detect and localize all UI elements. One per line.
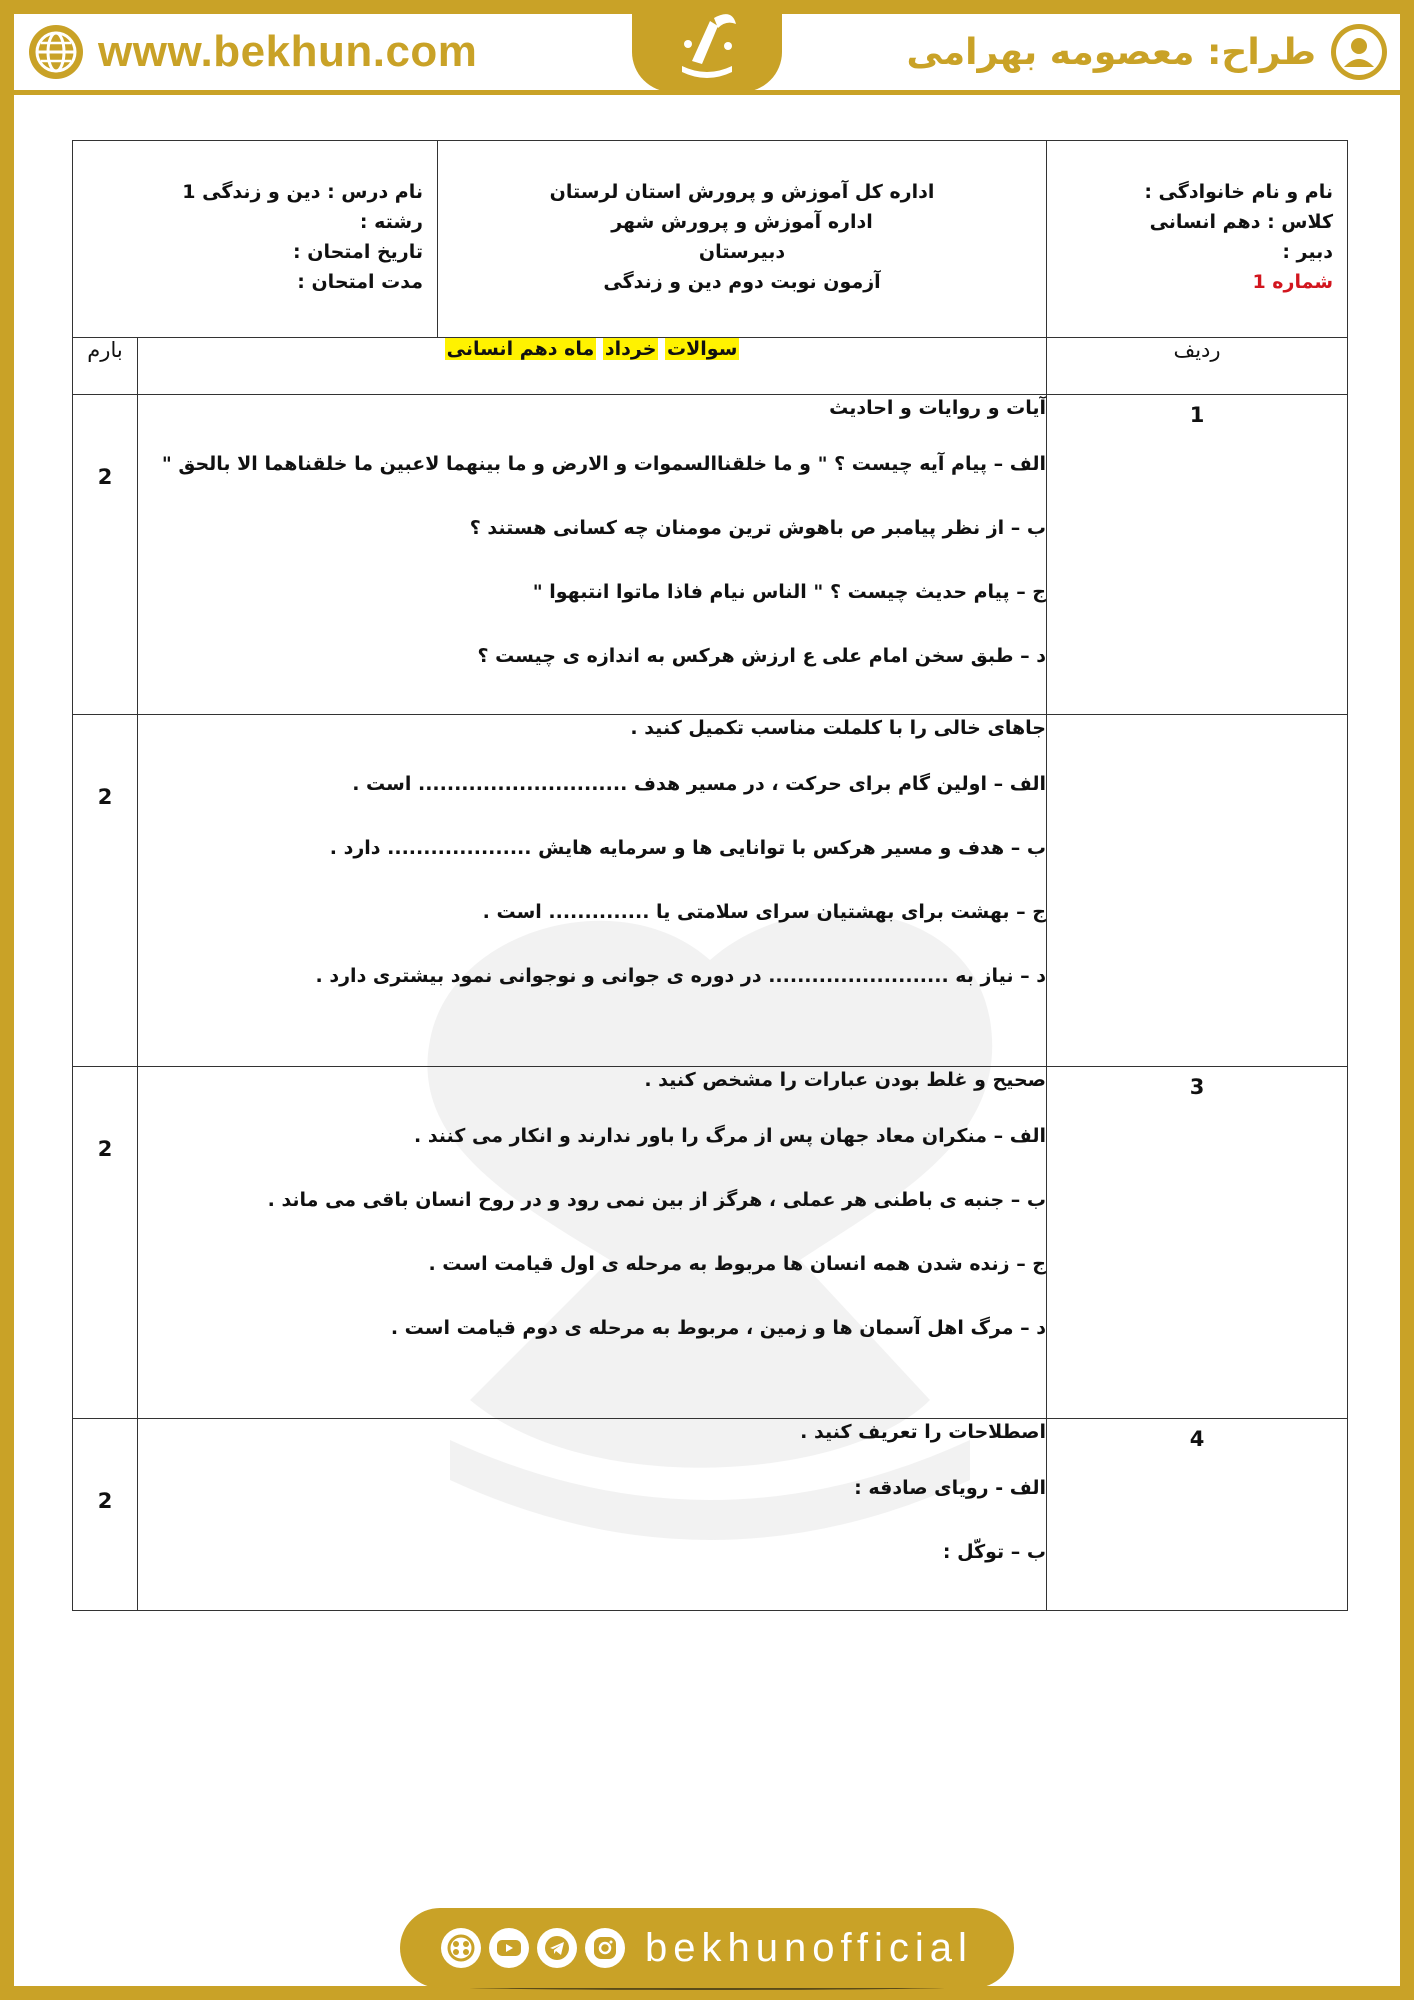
question-item: د – مرگ اهل آسمان ها و زمین ، مربوط به مرحله ی دوم قیامت است .: [390, 1317, 1046, 1339]
question-item: ب – جنبه ی باطنی هر عملی ، هرگز از بین نمی رود و در روح انسان باقی می ماند .: [267, 1189, 1046, 1211]
question-row: [73, 1067, 1348, 1419]
question-title: اصطلاحات را تعریف کنید .: [800, 1421, 1046, 1443]
brand-logo: [632, 0, 782, 92]
question-score: 2: [73, 1419, 138, 1611]
social-icons: [441, 1928, 625, 1968]
instagram-icon[interactable]: [585, 1928, 625, 1968]
teacher-label: دبیر :: [1282, 241, 1333, 263]
youtube-icon[interactable]: [489, 1928, 529, 1968]
website-text: www.bekhun.com: [98, 27, 478, 76]
exam-date-label: تاریخ امتحان :: [293, 241, 423, 263]
school-info-cell: [438, 141, 1047, 338]
question-item: الف – اولین گام برای حرکت ، در مسیر هدف ............................. است .: [352, 773, 1046, 795]
question-item: الف – منکران معاد جهان پس از مرگ را باور ندارند و انکار می کنند .: [413, 1125, 1046, 1147]
designer-name: طراح: معصومه بهرامی: [906, 31, 1316, 73]
student-info-cell: [1047, 141, 1348, 338]
question-item: الف - رویای صادقه :: [854, 1477, 1046, 1499]
social-handle[interactable]: bekhunofficial: [645, 1925, 973, 1970]
school-label: دبیرستان: [698, 241, 786, 263]
globe-icon: [28, 24, 84, 80]
question-body: [138, 715, 1047, 1067]
score-column-header: بارم: [73, 338, 138, 395]
subject-label: نام درس : دین و زندگی 1: [182, 181, 423, 203]
exam-header-row: [73, 141, 1348, 338]
title-rest: ماه دهم انسانی: [446, 338, 595, 360]
title-word-questions: سوالات: [667, 338, 738, 360]
designer-credit: [906, 24, 1388, 80]
question-number: 4: [1047, 1419, 1348, 1611]
question-number: [1047, 715, 1348, 1067]
question-score: 2: [73, 1067, 138, 1419]
question-number: 1: [1047, 395, 1348, 715]
question-body: [138, 1419, 1047, 1611]
row-column-header: ردیف: [1047, 338, 1348, 395]
student-name-label: نام و نام خانوادگی :: [1144, 181, 1333, 203]
question-number: 3: [1047, 1067, 1348, 1419]
question-item: ج – زنده شدن همه انسان ها مربوط به مرحله ی اول قیامت است .: [428, 1253, 1046, 1275]
exam-number: شماره 1: [1252, 271, 1333, 293]
questions-title-cell: [138, 338, 1047, 395]
city-office: اداره آموزش و پرورش شهر: [611, 211, 873, 233]
question-body: [138, 395, 1047, 715]
subject-info-cell: [73, 141, 438, 338]
province-office: اداره کل آموزش و پرورش استان لرستان: [549, 181, 935, 203]
exam-table: [72, 140, 1348, 1611]
question-score: 2: [73, 715, 138, 1067]
question-title: آیات و روایات و احادیث: [829, 397, 1046, 419]
question-item: ج – بهشت برای بهشتیان سرای سلامتی یا .............. است .: [482, 901, 1046, 923]
question-row: [73, 395, 1348, 715]
telegram-icon[interactable]: [537, 1928, 577, 1968]
question-score: 2: [73, 395, 138, 715]
question-item: الف – پیام آیه چیست ؟ " و ما خلقناالسموات و الارض و ما بینهما لاعبین ما خلقناهما الا بالحق ": [161, 453, 1046, 475]
question-item: د – طبق سخن امام علی ع ارزش هرکس به اندازه ی چیست ؟: [477, 645, 1046, 667]
class-label: کلاس : دهم انسانی: [1149, 211, 1333, 233]
question-row: [73, 1419, 1348, 1611]
user-avatar-icon: [1330, 23, 1388, 81]
field-label: رشته :: [359, 211, 423, 233]
question-title: صحیح و غلط بودن عبارات را مشخص کنید .: [644, 1069, 1046, 1091]
question-row: [73, 715, 1348, 1067]
aparat-icon[interactable]: [441, 1928, 481, 1968]
question-item: ج – پیام حدیث چیست ؟ " الناس نیام فاذا ماتوا انتبهوا ": [532, 581, 1046, 603]
exam-title: آزمون نوبت دوم دین و زندگی: [603, 271, 881, 293]
question-title: جاهای خالی را با کلملت مناسب تکمیل کنید .: [630, 717, 1046, 739]
question-item: ب – توکّل :: [942, 1541, 1046, 1563]
bekhun-logo-icon: [662, 6, 752, 86]
title-word-month: خرداد: [604, 338, 657, 360]
social-footer: [400, 1908, 1014, 1988]
question-body: [138, 1067, 1047, 1419]
exam-duration-label: مدت امتحان :: [297, 271, 423, 293]
website-link[interactable]: [28, 24, 477, 80]
table-heading-row: [73, 338, 1348, 395]
question-item: ب – هدف و مسیر هرکس با توانایی ها و سرمایه هایش .................... دارد .: [329, 837, 1046, 859]
question-item: ب – از نظر پیامبر ص باهوش ترین مومنان چه کسانی هستند ؟: [469, 517, 1046, 539]
question-item: د – نیاز به ......................... در دوره ی جوانی و نوجوانی نمود بیشتری دارد .: [315, 965, 1046, 987]
